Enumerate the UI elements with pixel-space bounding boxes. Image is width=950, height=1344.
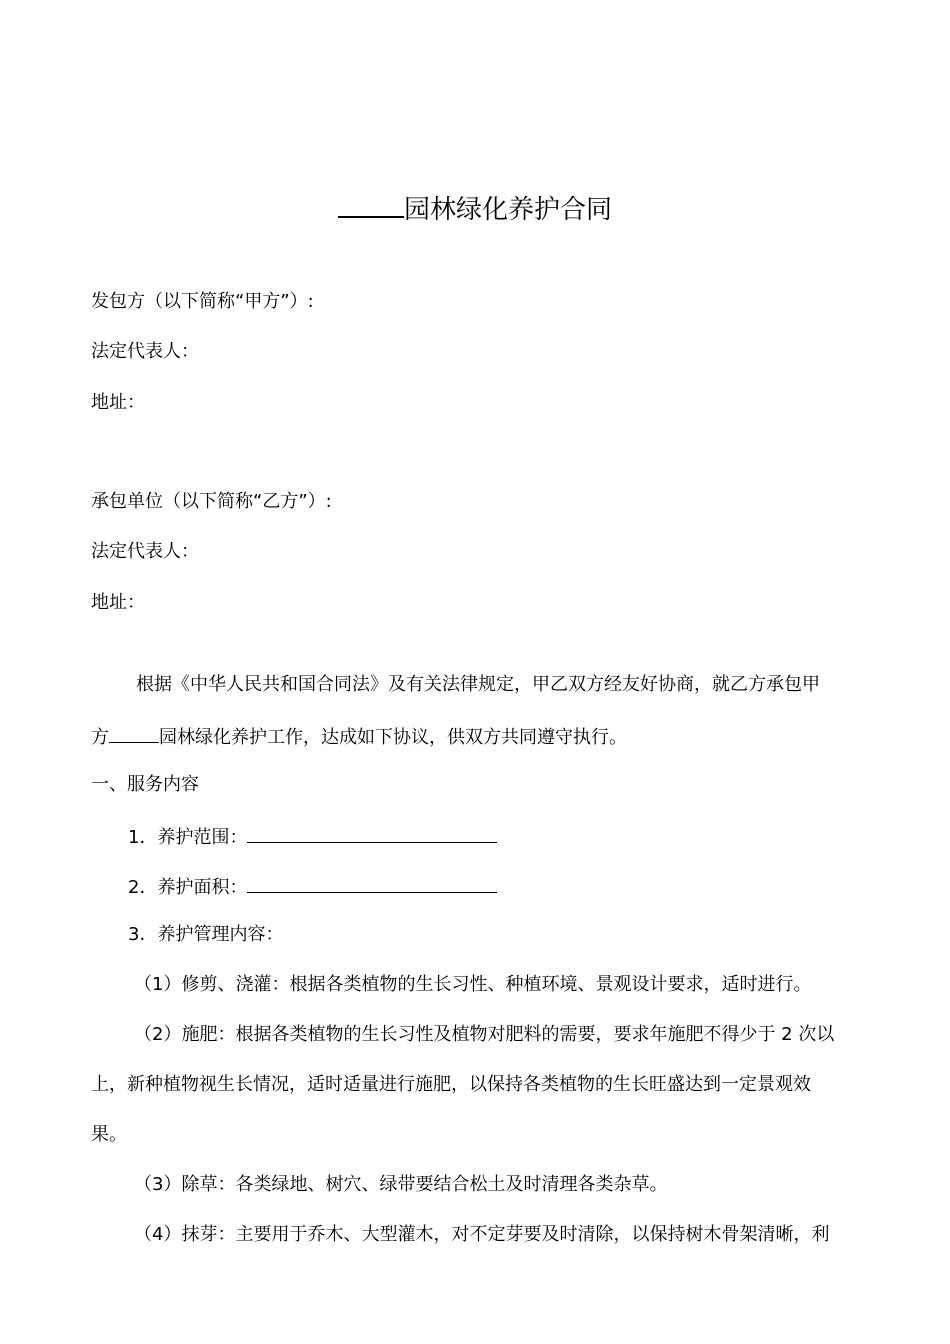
sub-item-fertilizing-line-3: 果。: [91, 1124, 127, 1145]
party-a-representative: 法定代表人：: [91, 341, 199, 362]
item-maintenance-content: 3．养护管理内容：: [128, 924, 284, 945]
party-a-label: 发包方（以下简称“甲方”）:: [91, 291, 314, 312]
item-maintenance-area-label: 2．养护面积：: [128, 877, 248, 898]
item-maintenance-scope-label: 1．养护范围：: [128, 827, 248, 848]
sub-item-pruning: （1）修剪、浇灌：根据各类植物的生长习性、种植环境、景观设计要求，适时进行。: [134, 974, 812, 995]
party-a-address: 地址：: [91, 392, 145, 413]
project-name-blank: [109, 722, 159, 743]
preamble-line-2-start: 方: [91, 727, 109, 748]
document-title: [0, 186, 950, 228]
preamble-line-2: [91, 722, 627, 751]
preamble-line-2-end: 园林绿化养护工作，达成如下协议，供双方共同遵守执行。: [159, 727, 627, 748]
title-text: 园林绿化养护合同: [403, 195, 612, 225]
party-b-representative: 法定代表人：: [91, 541, 199, 562]
party-b-label: 承包单位（以下简称“乙方”）:: [91, 491, 332, 512]
sub-item-weeding: （3）除草：各类绿地、树穴、绿带要结合松土及时清理各类杂草。: [134, 1174, 668, 1195]
party-b-address: 地址：: [91, 592, 145, 613]
title-blank-line: [338, 186, 404, 218]
item-maintenance-scope: [128, 822, 497, 851]
sub-item-fertilizing-line-2: 上，新种植物视生长情况，适时适量进行施肥，以保持各类植物的生长旺盛达到一定景观效: [91, 1074, 811, 1095]
maintenance-scope-blank: [247, 822, 497, 843]
section-1-heading: 一、服务内容: [91, 774, 199, 795]
item-maintenance-area: [128, 872, 497, 901]
sub-item-bud-removal: （4）抹芽：主要用于乔木、大型灌木，对不定芽要及时清除，以保持树木骨架清晰，利: [134, 1224, 830, 1245]
maintenance-area-blank: [247, 872, 497, 893]
preamble-line-1: 根据《中华人民共和国合同法》及有关法律规定，甲乙双方经友好协商，就乙方承包甲: [136, 674, 820, 695]
sub-item-fertilizing-line-1: （2）施肥：根据各类植物的生长习性及植物对肥料的需要，要求年施肥不得少于 2 次以: [134, 1024, 835, 1045]
